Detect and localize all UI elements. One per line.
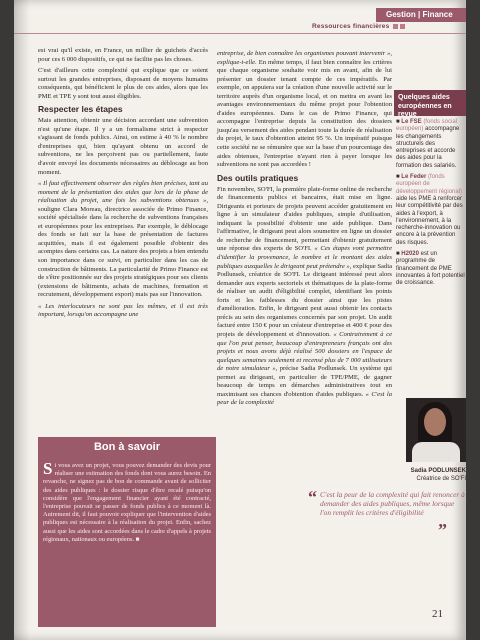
quote-text: entreprise, de bien connaître les organismes pouvant intervenir », explique-t-elle.	[217, 50, 392, 66]
drop-cap: S	[43, 459, 53, 478]
paragraph-text: Fin novembre, SO'FI, la première plate-forme online de recherche de financements publics et bancaires, était mise en ligne. Dirigeants et porteurs de projets peuvent accéder gratuitement en ligne à un simulateur d'aides publiques, simple d'utilisation, indiquant la possibilité d'obtenir une aide publique. Dans l'affirmative, le dirigeant peut alors soumettre en ligne un dossier de recherche de financement, permettant d'obtenir gratuitement une réponse des experts de SO'FI.	[217, 185, 392, 253]
item-text: est un programme de financement de PME innovantes à fort potentiel de croissance.	[396, 251, 465, 287]
item-name: H2020	[401, 251, 419, 258]
sidebar-list	[396, 119, 466, 292]
sidebar-item: ■ Le FSE (fonds social européen) accompagne les changements structurels des entreprises et accorde des aides pour la formation des salariés.	[396, 119, 460, 169]
portrait-photo	[406, 398, 466, 462]
quote-text: « Contrairement à ce que l'on peut penser, beaucoup d'entrepreneurs français ont des projets et nous avons déjà réalisé 500 dossiers en l'espace de quelques semaines seulement et recensé plus de 7 000 utilisateurs de notre simulateur »,	[217, 330, 393, 373]
info-box-text: i vous avez un projet, vous pouvez demander des devis pour réaliser une estimation des fonds dont vous aurez besoin. En revanche, ne signez pas de bon de commande avant de solliciter des aides publiques : le dossier risque d'être recalé puisqu'on considère que l'engagement financier ayant été contracté, l'entreprise pouvait se passer de fonds publics à ce moment là. Autrement dit, il faut pouvoir expliquer que l'intervention d'aides publiques est nécessaire à la réalisation du projet. Enfin, sachez aussi que les aides sont accordées dans le cadre d'appels à projets régionaux, nationaux ou européens.	[43, 462, 211, 543]
caption-role: Créatrice de SO'FI	[416, 475, 466, 482]
section-tab: Gestion | Finance	[376, 8, 466, 22]
item-note: (fonds européen de développement régional)	[396, 174, 463, 195]
item-name: Le FSE	[401, 119, 422, 125]
info-box-body	[43, 459, 211, 544]
paragraph	[217, 186, 392, 408]
magazine-page	[14, 0, 466, 640]
face-shape	[424, 408, 446, 436]
sidebar-item: ■ H2020 est un programme de financement de PME innovantes à fort potentiel de croissance.	[396, 251, 465, 287]
info-box-title: Bon à savoir	[93, 441, 161, 453]
quote-text: « Il faut effectivement observer des règles bien précises, tant au moment de la présentation des aides que lors de la phase de réalisation du projet, une fois les subventions obtenues »,	[38, 180, 208, 205]
item-text: aide les PME à renforcer leur compétitivité par des aides à l'export, à l'environnement, à la recherche-innovation ou encore à la prévention des risques.	[396, 195, 463, 246]
caption-name: Sadia PODLUNSEK	[410, 468, 466, 474]
close-quote-icon: ”	[438, 520, 447, 540]
paragraph-text: En même temps, il faut bien connaître les critères que chaque organisme souhaite voir mis en avant, afin de lui présenter un dossier tenant compte de ces impératifs. Par exemple, on appuiera sur la création d'une nouvelle activité sur le territoire auprès d'un organisme local, et on mettra en avant les avantages environnementaux du même projet pour l'obtention d'aides européennes. Dans le cas de Primo Finance, qui accompagne l'entreprise depuis la constitution des dossiers jusqu'au versement des aides pendant toute la durée de réalisation du projet, le taux d'obtention atteint 95 %. Un impératif puisque cette société ne se rémunère que sur la base d'un pourcentage des aides obtenues, l'entreprise n'ayant rien à payer lorsque les subventions ne sont pas accordées !	[217, 58, 392, 169]
paragraph	[38, 180, 208, 300]
sidebar-item: ■ Le Feder (fonds européen de développement régional) aide les PME à renforcer leur compétitivité par des aides à l'export, à l'environnement, à la recherche-innovation ou encore à la prévention des risques.	[396, 174, 463, 246]
header-rule	[14, 33, 466, 34]
item-note: (fonds social européen)	[396, 119, 457, 133]
paragraph: est vrai qu'il existe, en France, un millier de guichets d'accès pour ces 6 000 dispositifs, ce qui ne facilite pas les choses.	[38, 47, 208, 63]
body-shape	[412, 442, 460, 462]
article-column-2	[217, 50, 392, 411]
paragraph: Mais attention, obtenir une décision accordant une subvention n'est qu'une étape. Il y a un formalisme strict à respecter s'agissant de fonds publics. Ainsi, on estime à 40 % le nombre d'entreprises qui, bien qu'ayant obtenu un accord de subventions, ne les perçoivent pas ou partiellement, faute d'avoir envoyé les documents nécessaires au déblocage au bon moment.	[38, 117, 208, 176]
subsection-title	[312, 23, 462, 30]
paragraph: « Les interlocuteurs ne sont pas les mêmes, et il est très important, lorsqu'on accompagne une	[38, 302, 208, 319]
item-name: Le Feder	[401, 174, 427, 181]
paragraph-text: souligne Clara Moreau, directrice associée de Primo Finance, société spécialisée dans la recherche de subventions françaises et européennes pour les entreprises. Par exemple, le déblocage des fonds se fait sur la base de présentation de factures acquittées, mais il est également possible d'obtenir des acomptes dans certains cas. La nature des projets a bien entendu son importance dans ce suivi, en particulier dans les cas de construction de bâtiments. La particularité de Primo Finance est de s'être positionnée sur des projets stratégiques pour ses clients (extensions de bâtiments, achats de machines, formation et recrutement, développement export) mais pas sur l'innovation.	[38, 205, 208, 299]
item-text: accompagne les changements structurels des entreprises et accorde des aides pour la formation des salariés.	[396, 126, 460, 169]
pull-quote: C'est la peur de la complexité qui fait renoncer à demander des aides publiques, même lorsque l'on remplit les critères d'éligibilité	[320, 490, 465, 517]
section-heading: Des outils pratiques	[217, 172, 299, 183]
paragraph	[217, 50, 392, 170]
paragraph-text: précise Sadia Podlunsek. Un système qui permet au dirigeant, en particulier de TPE/PME, de gagner beaucoup de temps en démarches administratives tout en maximisant ses chances d'obtention d'aides publiques.	[217, 365, 392, 398]
paragraph-text: explique Sadia Podlunsek, créatrice de SO'FI. Le dirigeant intéressé peut alors demander aux experts sectoriels et thématiques de la plate-forme de réaliser un audit d'éligibilité complet, identifiant les points forts et les faiblesses du dossier ainsi que les pistes d'amélioration. Enfin, le dirigeant peut aussi obtenir les contacts précis au sein des organismes concernés par son projet. Un audit facturé entre 150 € pour un créateur d'entreprise et 400 € pour des projets de développement et d'innovation.	[217, 262, 393, 338]
quote-text: « C'est la peur de la complexité	[217, 390, 392, 407]
end-square-icon: ■	[135, 535, 140, 543]
article-column-1	[38, 47, 208, 323]
subsection-text: Ressources financières	[312, 23, 390, 30]
paragraph: C'est d'ailleurs cette complexité qui explique que ce soient surtout les grandes entreprises, disposant de moyens humains conséquents, qui bénéficient le plus de ces aides, alors que les PME et TPE y sont tout aussi éligibles.	[38, 67, 208, 100]
page-number: 21	[432, 608, 443, 620]
sidebar-title: Quelques aides européennes en revue	[394, 90, 466, 116]
square-icon	[393, 24, 398, 29]
square-icon	[400, 24, 405, 29]
quote-text: « Ces étapes vont permettre d'identifier la provenance, le nombre et le montant des aides publiques auxquelles le dirigeant peut prétendre »,	[217, 245, 392, 270]
open-quote-icon: “	[308, 487, 317, 507]
photo-caption	[394, 468, 466, 483]
section-heading: Respecter les étapes	[38, 104, 123, 115]
page-fold-shadow	[14, 0, 30, 640]
